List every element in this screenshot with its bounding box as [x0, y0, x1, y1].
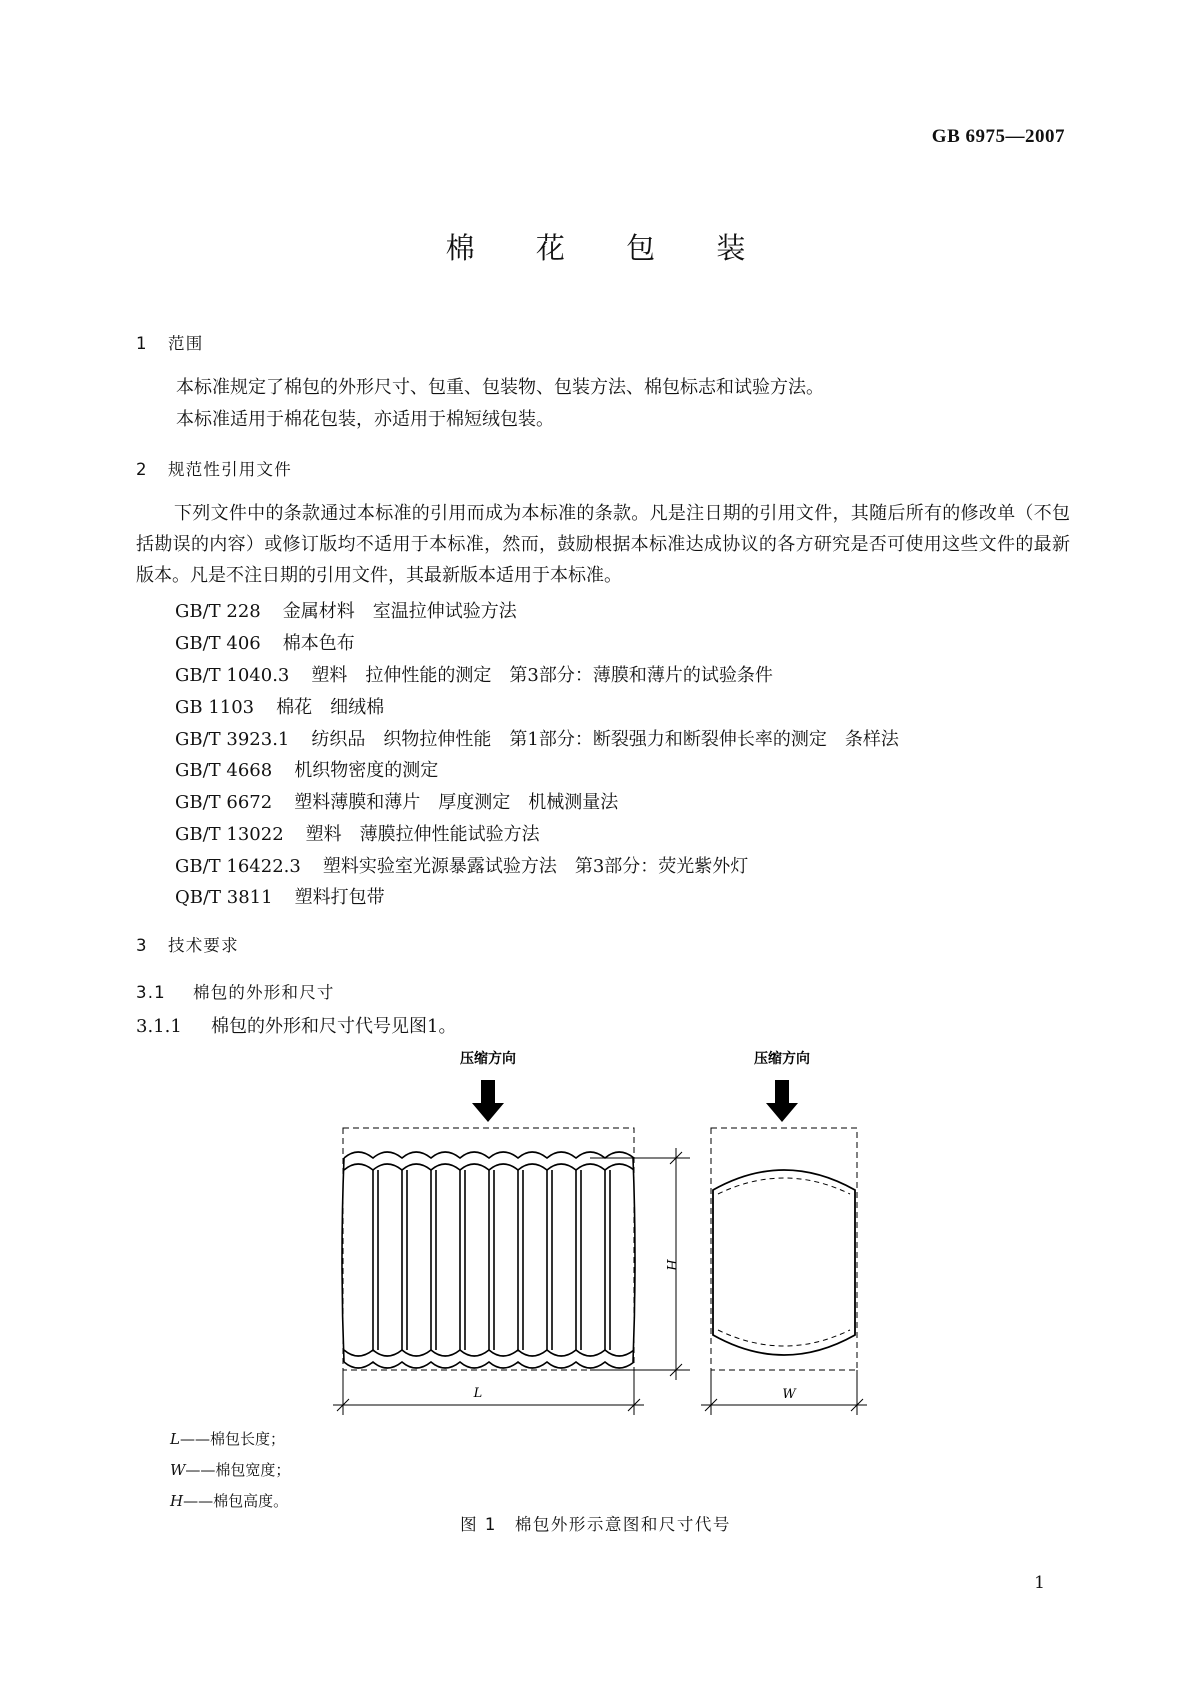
section-3-1-1-number: 3.1.1 [136, 1016, 182, 1037]
reference-title: 机织物密度的测定 [294, 760, 439, 781]
reference-title: 塑料实验室光源暴露试验方法 第3部分：荧光紫外灯 [322, 856, 749, 877]
page-number: 1 [1034, 1573, 1045, 1593]
reference-item [175, 820, 540, 846]
section-3-title: 技术要求 [168, 936, 239, 955]
figure-legend-item [170, 1428, 285, 1449]
reference-title: 塑料 薄膜拉伸性能试验方法 [305, 824, 540, 845]
compression-label-left: 压缩方向 [460, 1051, 516, 1067]
reference-title: 纺织品 织物拉伸性能 第1部分：断裂强力和断裂伸长率的测定 条样法 [311, 729, 899, 750]
section-2-heading [136, 456, 292, 480]
reference-item [175, 597, 517, 623]
reference-code: GB/T 4668 [175, 760, 273, 781]
legend-symbol: L [170, 1430, 180, 1448]
section-1-title: 范围 [168, 334, 204, 353]
section-3-number: 3 [136, 936, 148, 955]
reference-code: GB 1103 [175, 697, 255, 718]
reference-code: GB/T 13022 [175, 824, 284, 845]
section-2-title: 规范性引用文件 [168, 460, 292, 479]
section-1-paragraph-2: 本标准适用于棉花包装，亦适用于棉短绒包装。 [176, 409, 554, 430]
figure-legend-item [170, 1490, 288, 1511]
standard-code: GB 6975—2007 [931, 126, 1065, 147]
reference-code: GB/T 3923.1 [175, 729, 290, 750]
legend-description: ——棉包高度。 [183, 1492, 289, 1510]
height-dimension-label: H [663, 1259, 678, 1271]
section-3-1-heading [136, 979, 335, 1003]
legend-description: ——棉包长度； [179, 1430, 285, 1448]
figure-caption: 图 1 棉包外形示意图和尺寸代号 [460, 1515, 731, 1534]
section-1-paragraph-1: 本标准规定了棉包的外形尺寸、包重、包装物、包装方法、棉包标志和试验方法。 [176, 377, 824, 398]
bale-width-boundary [711, 1128, 857, 1370]
reference-item [175, 788, 618, 814]
reference-item [175, 725, 899, 751]
section-2-number: 2 [136, 460, 148, 479]
reference-title: 塑料 拉伸性能的测定 第3部分：薄膜和薄片的试验条件 [311, 665, 773, 686]
reference-item [175, 629, 355, 655]
reference-code: QB/T 3811 [175, 887, 273, 908]
reference-title: 金属材料 室温拉伸试验方法 [282, 601, 517, 622]
reference-item [175, 883, 385, 909]
bale-side-view [713, 1170, 855, 1355]
compression-arrow-right-icon [766, 1080, 798, 1122]
reference-title: 塑料薄膜和薄片 厚度测定 机械测量法 [294, 792, 619, 813]
reference-code: GB/T 406 [175, 633, 261, 654]
section-2-intro: 下列文件中的条款通过本标准的引用而成为本标准的条款。凡是注日期的引用文件，其随后所有的修改单（不包括勘误的内容）或修订版均不适用于本标准，然而，鼓励根据本标准达成协议的各方研究是否可使用这些文件的最新版本。凡是不注日期的引用文件，其最新版本适用于本标准。 [136, 503, 1070, 586]
compression-arrow-left-icon [472, 1080, 504, 1122]
section-3-1-number: 3.1 [136, 983, 166, 1002]
legend-symbol: H [170, 1492, 184, 1510]
section-3-1-1 [136, 1012, 456, 1038]
legend-description: ——棉包宽度； [185, 1461, 291, 1479]
compression-label-right: 压缩方向 [754, 1051, 810, 1067]
section-3-heading [136, 932, 239, 956]
reference-title: 棉花 细绒棉 [276, 697, 385, 718]
legend-symbol: W [170, 1461, 186, 1479]
reference-code: GB/T 16422.3 [175, 856, 301, 877]
reference-code: GB/T 6672 [175, 792, 273, 813]
length-dimension-label: L [473, 1386, 483, 1401]
width-dimension-label: W [782, 1387, 796, 1402]
figure-legend-item [170, 1459, 290, 1480]
bale-diagram [0, 1040, 1191, 1420]
bale-front-view [342, 1152, 635, 1368]
length-dimension [333, 1370, 644, 1415]
section-1-heading [136, 330, 203, 354]
reference-item [175, 693, 384, 719]
reference-item [175, 661, 773, 687]
section-3-1-title: 棉包的外形和尺寸 [193, 983, 335, 1002]
section-1-number: 1 [136, 334, 148, 353]
reference-code: GB/T 1040.3 [175, 665, 290, 686]
reference-title: 塑料打包带 [294, 887, 385, 908]
section-3-1-1-text: 棉包的外形和尺寸代号见图1。 [211, 1016, 457, 1037]
reference-item [175, 852, 748, 878]
reference-code: GB/T 228 [175, 601, 261, 622]
reference-item [175, 756, 438, 782]
document-title: 棉 花 包 装 [445, 231, 772, 265]
reference-title: 棉本色布 [282, 633, 355, 654]
